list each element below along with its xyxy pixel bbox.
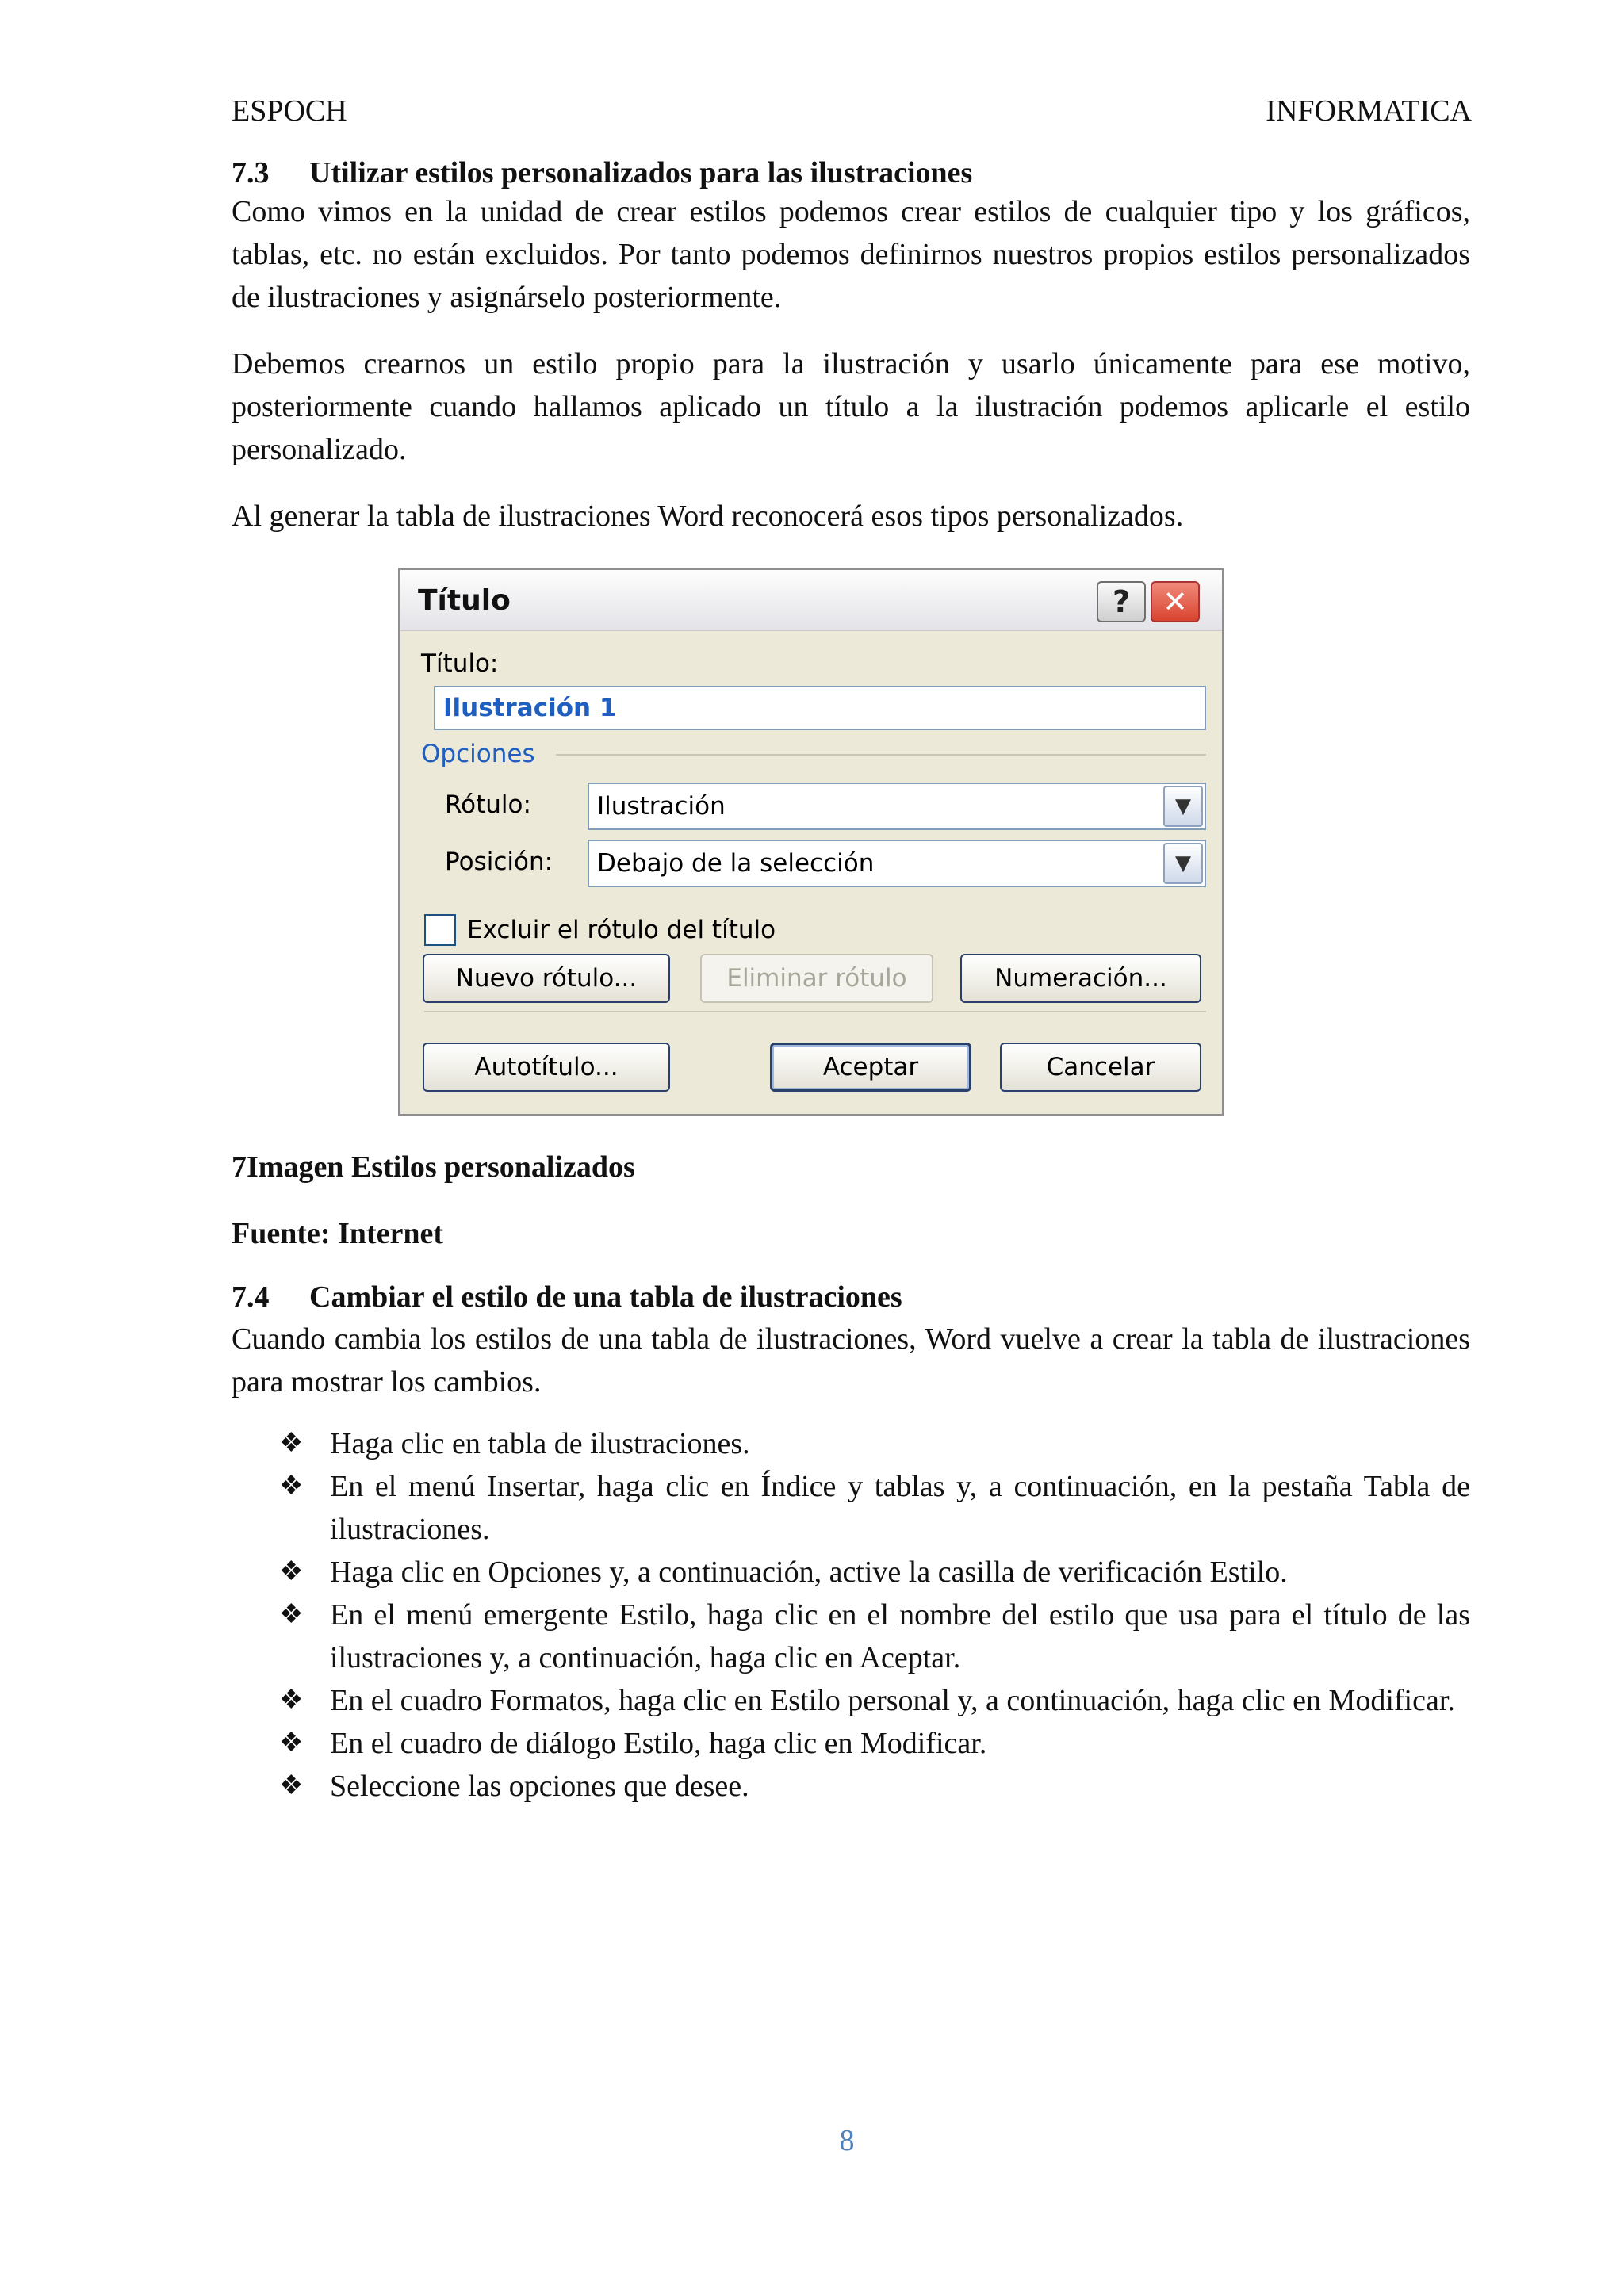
posicion-select-value: Debajo de la selección [597,849,875,878]
diamond-bullet-icon: ❖ [279,1771,304,1800]
excluir-label: Excluir el rótulo del título [467,916,776,944]
figure-source: Fuente: Internet [232,1217,443,1250]
opciones-separator [556,754,1206,756]
help-icon[interactable]: ? [1097,581,1146,622]
chevron-down-icon[interactable]: ▼ [1163,843,1203,884]
section-title: Utilizar estilos personalizados para las ilustraciones [309,156,973,189]
buttons-separator [424,1011,1206,1012]
rotulo-select-value: Ilustración [597,792,726,821]
list-item: ❖ Seleccione las opciones que desee. [279,1765,1470,1808]
list-item: ❖ En el cuadro Formatos, haga clic en Estilo personal y, a continuación, haga clic en Modificar. [279,1679,1470,1722]
paragraph-3: Al generar la tabla de ilustraciones Word reconocerá esos tipos personalizados. [232,499,1184,533]
numeracion-button[interactable]: Numeración... [960,954,1201,1003]
rotulo-select[interactable] [588,783,1206,830]
dialog-titlebar [400,570,1222,631]
diamond-bullet-icon: ❖ [279,1557,304,1586]
steps-list [279,1422,1470,1808]
aceptar-button[interactable]: Aceptar [770,1043,971,1092]
section-heading-7-4 [232,1280,902,1314]
section-number: 7.4 [232,1280,270,1314]
section-title: Cambiar el estilo de una tabla de ilustraciones [309,1280,902,1314]
diamond-bullet-icon: ❖ [279,1728,304,1758]
autotitulo-button[interactable]: Autotítulo... [423,1043,670,1092]
paragraph-2: Debemos crearnos un estilo propio para la ilustración y usarlo únicamente para ese motivo, posteriormente cuando hallamos aplicado un título a la ilustración podemos aplicarle el estilo personalizado. [232,347,1470,466]
titulo-input[interactable]: Ilustración 1 [434,686,1206,730]
opciones-group-label: Opciones [421,740,535,768]
paragraph-1: Como vimos en la unidad de crear estilos podemos crear estilos de cualquier tipo y los gráficos, tablas, etc. no están excluidos. Por tanto podemos definirnos nuestros propios estilos personalizados de ilustraciones y asignárselo posteriormente. [232,195,1470,314]
list-item: ❖ Haga clic en tabla de ilustraciones. [279,1422,1470,1465]
header-right: INFORMATICA [1266,94,1472,128]
rotulo-label: Rótulo: [445,790,531,819]
section-heading-7-3 [232,155,972,190]
list-item: ❖ En el menú emergente Estilo, haga clic en el nombre del estilo que usa para el título de las ilustraciones y, a continuación, haga clic en Aceptar. [279,1594,1470,1679]
diamond-bullet-icon: ❖ [279,1686,304,1715]
eliminar-rotulo-button[interactable]: Eliminar rótulo [700,954,933,1003]
diamond-bullet-icon: ❖ [279,1471,304,1501]
nuevo-rotulo-button[interactable]: Nuevo rótulo... [423,954,670,1003]
chevron-down-icon[interactable]: ▼ [1163,786,1203,827]
diamond-bullet-icon: ❖ [279,1600,304,1629]
list-item: ❖ En el menú Insertar, haga clic en Índice y tablas y, a continuación, en la pestaña Tabla de ilustraciones. [279,1465,1470,1551]
list-item: ❖ Haga clic en Opciones y, a continuación, active la casilla de verificación Estilo. [279,1551,1470,1594]
posicion-select[interactable] [588,840,1206,887]
titulo-dialog-screenshot [398,568,1224,1116]
page-number: 8 [839,2124,855,2157]
dialog-title: Título [418,584,511,617]
titulo-label: Título: [421,649,499,678]
diamond-bullet-icon: ❖ [279,1429,304,1458]
header-left: ESPOCH [232,94,347,128]
posicion-label: Posición: [445,848,553,876]
section-number: 7.3 [232,156,270,189]
paragraph-4: Cuando cambia los estilos de una tabla de ilustraciones, Word vuelve a crear la tabla de ilustraciones para mostrar los cambios. [232,1322,1470,1399]
figure-caption: 7Imagen Estilos personalizados [232,1150,635,1184]
excluir-checkbox[interactable] [424,914,456,946]
cancelar-button[interactable]: Cancelar [1000,1043,1201,1092]
list-item: ❖ En el cuadro de diálogo Estilo, haga clic en Modificar. [279,1722,1470,1765]
close-icon[interactable]: ✕ [1151,581,1200,622]
